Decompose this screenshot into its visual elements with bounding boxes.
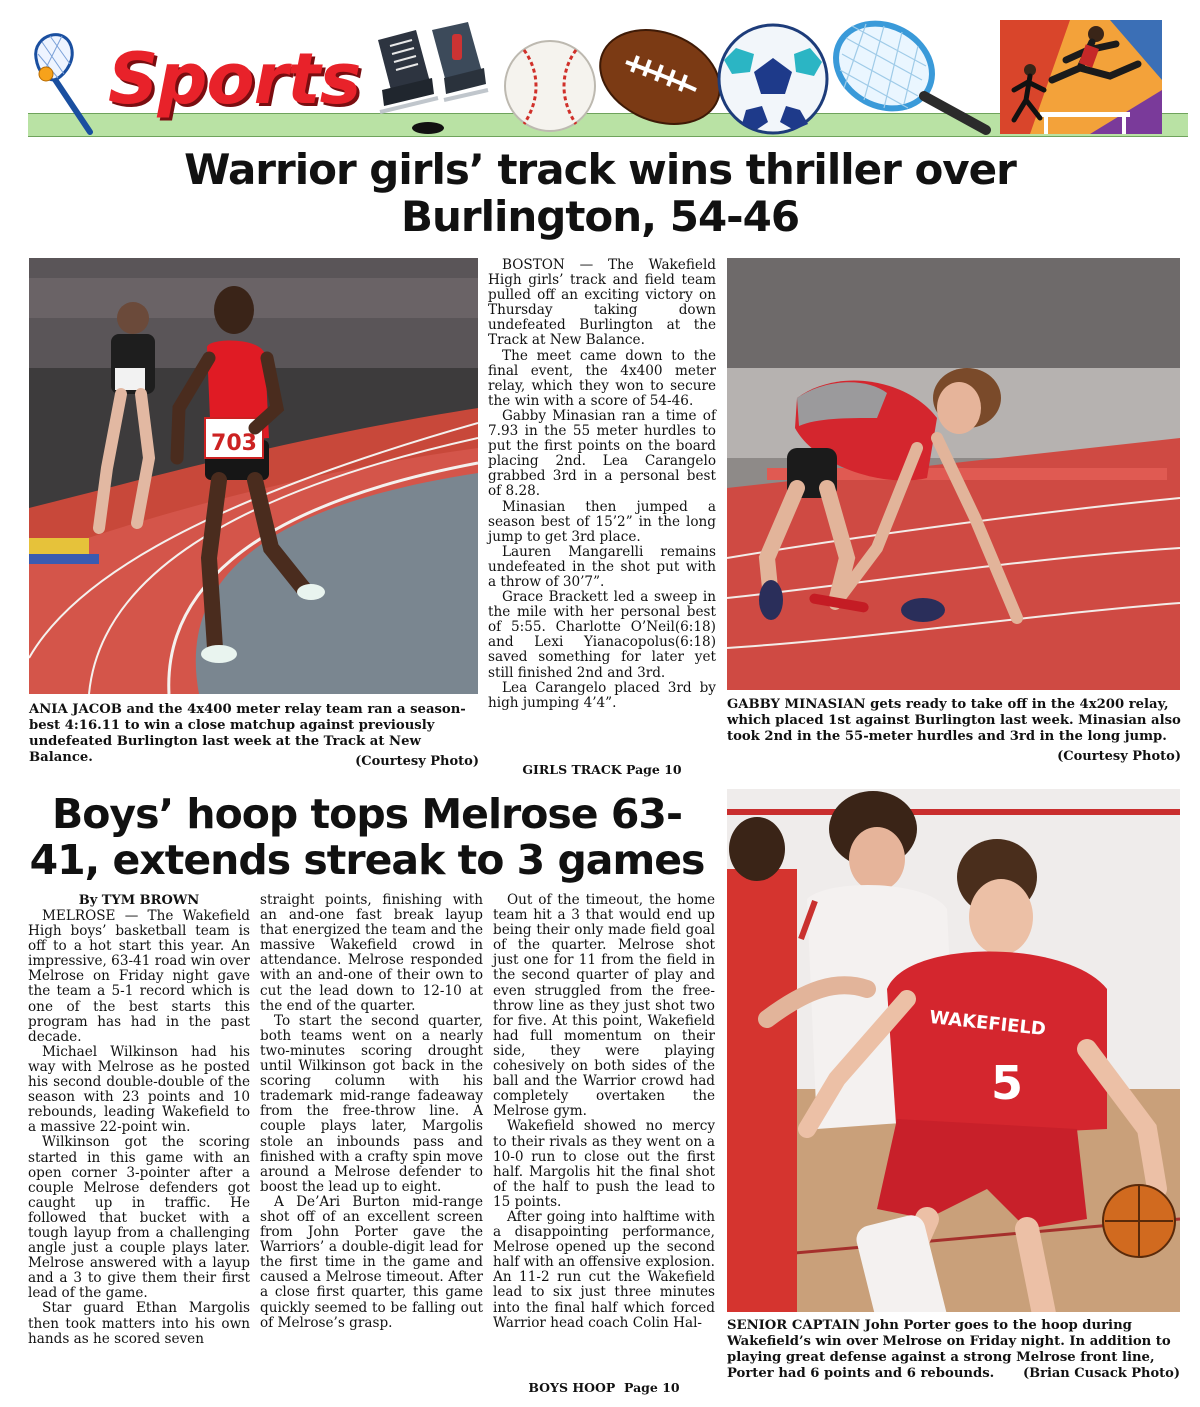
credit-photo-3: (Brian Cusack Photo) <box>1022 1366 1180 1381</box>
defender-left <box>727 817 797 1312</box>
tennis-racket-icon <box>826 18 996 136</box>
jump-boys-hoop: BOYS HOOP Page 10 <box>528 1380 680 1395</box>
credit-photo-2: (Courtesy Photo) <box>1057 749 1181 764</box>
jersey-text: WAKEFIELD <box>928 1006 1047 1041</box>
story1-paragraph: Lauren Mangarelli remains undefeated in the shot put with a throw of 30’7”. <box>488 543 716 590</box>
photo-gabby-minasian <box>727 258 1180 690</box>
hurdler-graphic <box>1000 20 1162 134</box>
lacrosse-stick-icon <box>28 28 98 136</box>
caption-photo-2: GABBY MINASIAN gets ready to take off in the 4x200 relay, which placed 1st against Burlington last week. Minasian also took 2nd in the 55-meter hurdles and 3rd in the long jump. <box>727 697 1181 744</box>
story2-column-2 <box>260 893 483 1331</box>
story1-column <box>488 258 716 711</box>
story2-paragraph: straight points, finishing with an and-one fast break layup that energized the team and the massive Wakefield crowd in attendance. Melrose responded with an and-one of their own to cut the lead down to 12-10 at the end of the quarter. <box>260 892 483 1014</box>
story1-paragraph: Minasian then jumped a season best of 15’2” in the long jump to get 3rd place. <box>488 498 716 545</box>
story2-column-1 <box>28 909 250 1347</box>
story2-paragraph: Wakefield showed no mercy to their rivals as they went on a 10-0 run to close out the first half. Margolis hit the final shot of the half to push the lead to 15 points. <box>493 1118 715 1210</box>
story1-paragraph: Gabby Minasian ran a time of 7.93 in the 55 meter hurdles to put the first points on the board placing 2nd. Lea Carangelo grabbed 3rd in a personal best of 8.28. <box>488 407 716 500</box>
story2-paragraph: To start the second quarter, both teams went on a nearly two-minutes scoring drought until Wilkinson got back in the scoring column with his trademark mid-range fadeaway from the free-throw line. A couple plays later, Margolis stole an inbounds pass and finished with a crafty spin move around a Melrose defender to boost the lead up to eight. <box>260 1012 483 1195</box>
story2-paragraph: After going into halftime with a disappointing performance, Melrose opened up the second half with an offensive explosion. An 11-2 run cut the Wakefield lead to six just three minutes into the final half which forced Warrior head coach Colin Hal- <box>493 1208 715 1331</box>
story2-paragraph: Out of the timeout, the home team hit a 3 that would end up being their only made field goal of the quarter. Melrose shot just one for 11 from the field in the second quarter of play and even struggled from the free-throw line as they just shot two for five. At this point, Wakefield had full momentum on their side, they were playing cohesively on both sides of the ball and the Warrior crowd had completely overtaken the Melrose gym. <box>493 892 715 1120</box>
masthead <box>0 0 1200 140</box>
caption-photo-1: ANIA JACOB and the 4x400 meter relay team ran a season-best 4:16.11 to win a close matchup against previously undefeated Burlington last week at the Track at New Balance. <box>29 702 466 765</box>
story2-paragraph: A De’Ari Burton mid-range shot off of an excellent screen from John Porter gave the Warriors’ a double-digit lead for the first time in the game and caused a Melrose timeout. After a close first quarter, this game quickly seemed to be falling out of Melrose’s grasp. <box>260 1193 483 1331</box>
section-title: Sports <box>108 38 361 120</box>
story1-paragraph: Lea Carangelo placed 3rd by high jumping 4’4”. <box>488 679 716 711</box>
jersey-number: 5 <box>990 1056 1024 1110</box>
soccer-ball-icon <box>716 22 830 136</box>
headline-boys-hoop: Boys’ hoop tops Melrose 63-41, extends streak to 3 games <box>29 790 705 884</box>
baseball-icon <box>502 38 598 134</box>
photo-ania-jacob <box>29 258 478 694</box>
story2-paragraph: Star guard Ethan Margolis then took matters into his own hands as he scored seven <box>28 1300 250 1347</box>
story2-paragraph: MELROSE — The Wakefield High boys’ basketball team is off to a hot start this year. An impressive, 63-41 road win over Melrose on Friday night gave the team a 5-1 record which is one of the best starts this program has had in the past decade. <box>28 908 250 1045</box>
bib-number: 703 <box>211 431 257 456</box>
story1-paragraph: The meet came down to the final event, the 4x400 meter relay, which they won to secure the win with a score of 54-46. <box>488 347 716 409</box>
story1-paragraph: BOSTON — The Wakefield High girls’ track and field team pulled off an exciting victory on Thursday taking down undefeated Burlington at the Track at New Balance. <box>488 257 716 349</box>
story2-paragraph: Wilkinson got the scoring started in this game with an open corner 3-pointer after a couple Melrose defenders got caught up in traffic. He followed that bucket with a tough layup from a challenging angle just a couple plays later. Melrose answered with a layup and a 3 to give them their first lead of the game. <box>28 1134 250 1302</box>
caption-photo-3: SENIOR CAPTAIN John Porter goes to the hoop during Wakefield’s win over Melrose on Friday night. In addition to playing great defense against a strong Melrose front line, Porter had 6 points and 6 rebounds. <box>727 1318 1171 1381</box>
headline-girls-track: Warrior girls’ track wins thriller over Burlington, 54-46 <box>184 145 1016 242</box>
ice-skates-icon <box>372 20 490 135</box>
story1-paragraph: Grace Brackett led a sweep in the mile with her personal best of 5:55. Charlotte O’Neil(6:18) and Lexi Yianacopolus(6:18) saved something for later yet still finished 2nd and 3rd. <box>488 589 716 681</box>
byline: By TYM BROWN <box>78 893 200 908</box>
photo-senior-captain <box>727 789 1180 1312</box>
story2-column-3 <box>493 893 715 1331</box>
jump-girls-track: GIRLS TRACK Page 10 <box>522 762 682 777</box>
football-icon <box>596 18 724 136</box>
credit-photo-1: (Courtesy Photo) <box>355 754 479 769</box>
story2-paragraph: Michael Wilkinson had his way with Melrose as he posted his second double-double of the season with 23 points and 10 rebounds, leading Wakefield to a massive 22-point win. <box>28 1043 250 1136</box>
